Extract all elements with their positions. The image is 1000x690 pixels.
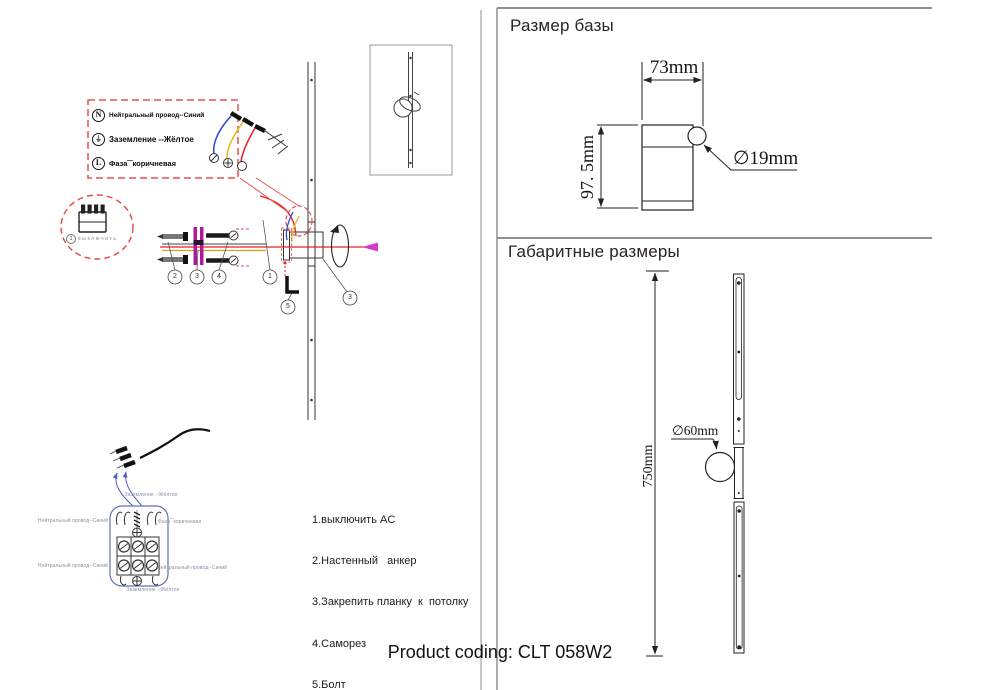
- balloon-number: 3: [195, 273, 199, 280]
- base-drawing: [597, 62, 797, 210]
- overall-panel-title: Габаритные размеры: [508, 242, 680, 261]
- callout-row-neutral: [92, 109, 236, 122]
- balloon-number: 3: [348, 294, 352, 301]
- base-panel-title: Размер базы: [510, 16, 614, 35]
- circuit-breaker-icon: [61, 195, 133, 259]
- callout-row-ground: [92, 133, 236, 146]
- overall-drawing: [646, 271, 744, 656]
- terminal-label-top: Заземление --Жёлтое: [124, 492, 178, 498]
- ground-wire-label: Заземление --Жёлтое: [109, 134, 194, 144]
- terminal-label-bottom: Заземление --Жёлтое: [126, 587, 180, 593]
- step-number-icon: 1: [66, 234, 76, 244]
- fixture-thumbnail: [370, 45, 452, 175]
- instruction-line: 1.выключить AC: [312, 513, 396, 526]
- balloon-number: 1: [268, 273, 272, 280]
- base-knob-dim: ∅19mm: [733, 148, 799, 169]
- mounting-plate: [194, 227, 204, 265]
- wire-entry-highlight: [260, 196, 312, 277]
- balloon-number: 5: [286, 303, 290, 310]
- terminal-label-left-top: Нейтральный провод--Синий: [37, 518, 108, 524]
- instruction-line: 4.Саморез: [312, 637, 367, 650]
- balloon-number: 4: [217, 273, 221, 280]
- panel-borders: [481, 8, 932, 690]
- phase-wire-label: Фаза‾‾коричневая: [109, 158, 177, 168]
- callout-row-phase: [92, 157, 236, 170]
- wiring-callout-box: [92, 103, 236, 175]
- terminal-label-left-bottom: Нейтральный провод--Синий: [37, 563, 108, 569]
- neutral-wire-label: Нейтральный провод--Синий: [109, 111, 205, 119]
- l-terminal-icon: L: [92, 157, 105, 170]
- instruction-line: 3.Закрепить планку к потолку: [312, 596, 469, 609]
- breaker-note: [66, 234, 118, 244]
- wall-fixture-bar: [284, 62, 324, 420]
- balloon-number: 2: [173, 273, 177, 280]
- instruction-line: 2.Настенный анкер: [312, 554, 417, 567]
- breaker-note-text: выключить: [78, 236, 118, 242]
- hand-tool-sketch: [264, 130, 288, 154]
- overall-length-dim: 750mm: [641, 444, 656, 488]
- base-width-dim: 73mm: [649, 57, 699, 78]
- terminal-block-diagram: [110, 506, 168, 586]
- n-terminal-icon: N: [92, 109, 105, 122]
- terminal-label-right-top: Фаза‾‾коричневая: [158, 519, 202, 525]
- rotation-arrow: [330, 225, 349, 267]
- terminal-label-right-bottom: Нейтральный провод--Синий: [157, 565, 228, 571]
- product-coding: Product coding: CLT 058W2: [387, 642, 613, 662]
- base-height-dim: 97. 5mm: [577, 135, 597, 200]
- sphere-diameter-dim: ∅60mm: [672, 423, 719, 438]
- instruction-line: 5.Болт: [312, 679, 346, 690]
- allen-key: [287, 276, 299, 292]
- earth-icon: ⏚: [92, 133, 105, 146]
